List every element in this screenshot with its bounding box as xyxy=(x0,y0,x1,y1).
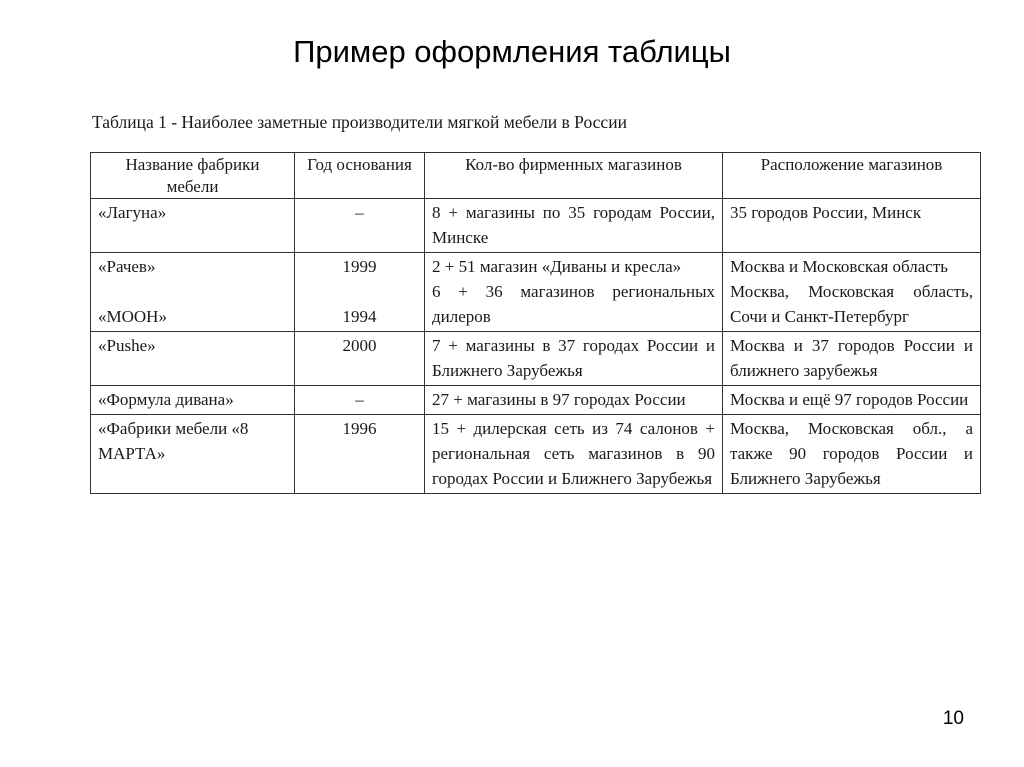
cell-store-location: Москва и 37 городов России и ближнего зарубежья xyxy=(723,332,981,386)
cell-founding-year: 1996 xyxy=(295,415,425,494)
slide-title: Пример оформления таблицы xyxy=(293,34,731,69)
table-row xyxy=(91,199,981,253)
cell-founding-year: 2000 xyxy=(295,332,425,386)
cell-founding-year: – xyxy=(295,199,425,253)
page-number: 10 xyxy=(942,708,964,729)
store-location-secondary: Москва, Московская область, Сочи и Санкт-Петербург xyxy=(730,282,973,326)
cell-factory-name: «Pushe» xyxy=(91,332,295,386)
cell-store-location: Москва и ещё 97 городов России xyxy=(723,386,981,415)
factory-name-secondary: «МООН» xyxy=(98,307,167,326)
factory-name-primary: «Рачев» xyxy=(98,257,156,276)
manufacturers-table xyxy=(90,152,981,494)
cell-founding-year xyxy=(295,253,425,332)
cell-store-count: 27 + магазины в 97 городах России xyxy=(425,386,723,415)
table-row xyxy=(91,332,981,386)
founding-year-secondary: 1994 xyxy=(342,307,377,326)
store-count-primary: 2 + 51 магазин «Диваны и кресла» xyxy=(432,257,682,276)
store-count-secondary: 6 + 36 магазинов региональных дилеров xyxy=(432,282,715,326)
table-row xyxy=(91,386,981,415)
table-row xyxy=(91,415,981,494)
cell-factory-name: «Формула дивана» xyxy=(91,386,295,415)
cell-founding-year: – xyxy=(295,386,425,415)
cell-store-count xyxy=(425,253,723,332)
header-store-location: Расположение магазинов xyxy=(723,153,981,199)
cell-factory-name: «Лагуна» xyxy=(91,199,295,253)
cell-store-count: 7 + магазины в 37 городах России и Ближнего Зарубежья xyxy=(425,332,723,386)
table-caption: Таблица 1 - Наиболее заметные производители мягкой мебели в России xyxy=(92,112,627,132)
cell-store-location: Москва, Московская обл., а также 90 городов России и Ближнего Зарубежья xyxy=(723,415,981,494)
table-row xyxy=(91,253,981,332)
store-location-primary: Москва и Московская область xyxy=(730,257,948,276)
table-header-row xyxy=(91,153,981,199)
cell-factory-name: «Фабрики мебели «8 МАРТА» xyxy=(91,415,295,494)
cell-store-location xyxy=(723,253,981,332)
cell-store-count: 8 + магазины по 35 городам России, Минске xyxy=(425,199,723,253)
cell-store-count: 15 + дилерская сеть из 74 салонов + региональная сеть магазинов в 90 городах России и Ближнего Зарубежья xyxy=(425,415,723,494)
founding-year-primary: 1999 xyxy=(342,257,377,276)
cell-store-location: 35 городов России, Минск xyxy=(723,199,981,253)
cell-factory-name xyxy=(91,253,295,332)
header-factory-name: Название фабрики мебели xyxy=(91,153,295,199)
header-store-count: Кол-во фирменных магазинов xyxy=(425,153,723,199)
header-founding-year: Год основания xyxy=(295,153,425,199)
